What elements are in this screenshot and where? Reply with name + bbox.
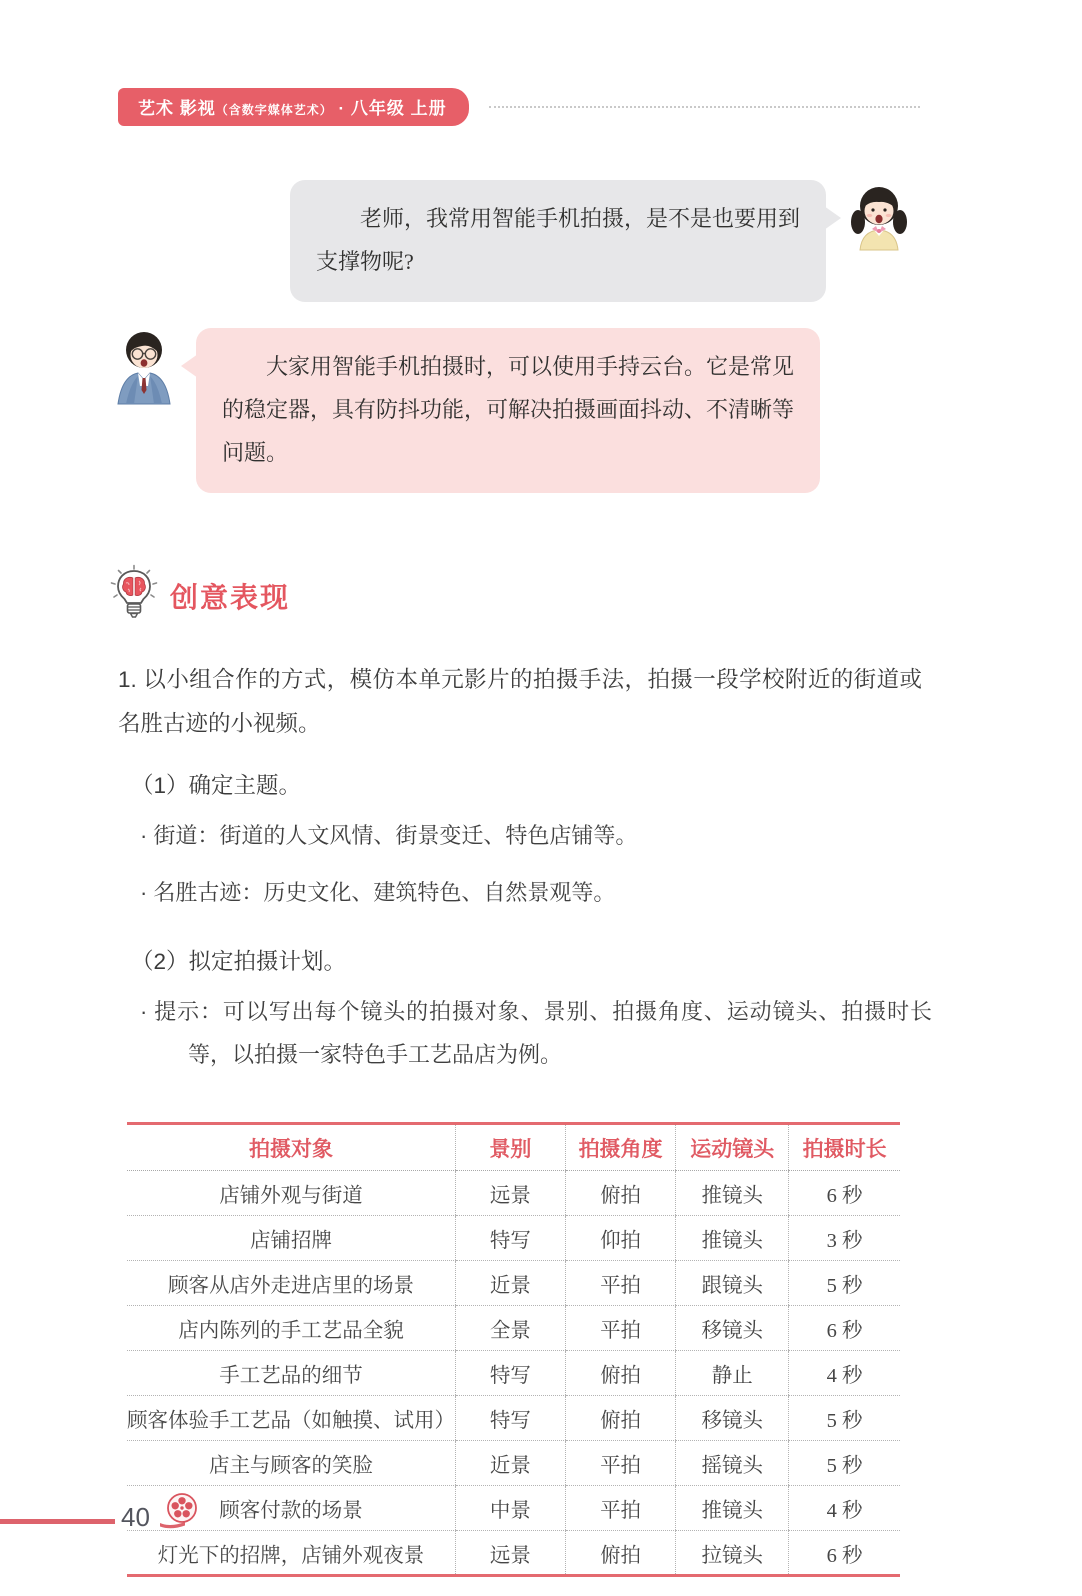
bullet-hint-text: 提示：可以写出每个镜头的拍摄对象、景别、拍摄角度、运动镜头、拍摄时长等，以拍摄一家特色手工艺品店为例。 bbox=[153, 999, 932, 1067]
table-cell: 3 秒 bbox=[789, 1216, 900, 1261]
bullet-street-text: 街道：街道的人文风情、街景变迁、特色店铺等。 bbox=[153, 823, 638, 848]
table-cell: 店铺招牌 bbox=[127, 1216, 456, 1261]
table-header-row bbox=[127, 1124, 900, 1171]
table-cell: 顾客体验手工艺品（如触摸、试用） bbox=[127, 1396, 456, 1441]
table-cell: 摇镜头 bbox=[676, 1441, 789, 1486]
task-intro: 1. 以小组合作的方式，模仿本单元影片的拍摄手法，拍摄一段学校附近的街道或名胜古迹的小视频。 bbox=[118, 667, 922, 736]
male-teacher-avatar-icon bbox=[112, 328, 176, 409]
table-cell: 5 秒 bbox=[789, 1441, 900, 1486]
table-cell: 6 秒 bbox=[789, 1306, 900, 1351]
table-row bbox=[127, 1351, 900, 1396]
table-cell: 推镜头 bbox=[676, 1171, 789, 1216]
table-row bbox=[127, 1171, 900, 1216]
table-cell: 5 秒 bbox=[789, 1396, 900, 1441]
textbook-page bbox=[0, 88, 1082, 1596]
student-dialog-row bbox=[290, 180, 910, 302]
table-cell: 平拍 bbox=[565, 1486, 676, 1531]
table-cell: 特写 bbox=[456, 1351, 566, 1396]
bullet-street bbox=[140, 814, 917, 857]
table-cell: 近景 bbox=[456, 1441, 566, 1486]
student-speech-text: 老师，我常用智能手机拍摄，是不是也要用到支撑物呢? bbox=[316, 206, 801, 274]
film-reel-icon bbox=[157, 1490, 201, 1539]
table-cell: 远景 bbox=[456, 1171, 566, 1216]
table-cell: 静止 bbox=[676, 1351, 789, 1396]
table-cell: 特写 bbox=[456, 1396, 566, 1441]
bullet-marker: · bbox=[140, 880, 148, 905]
table-cell: 手工艺品的细节 bbox=[127, 1351, 456, 1396]
step2-label: （2）拟定拍摄计划。 bbox=[131, 949, 347, 974]
table-row bbox=[127, 1396, 900, 1441]
table-cell: 移镜头 bbox=[676, 1396, 789, 1441]
teacher-speech-text: 大家用智能手机拍摄时，可以使用手持云台。它是常见的稳定器，具有防抖功能，可解决拍摄画面抖动、不清晰等问题。 bbox=[222, 354, 795, 465]
section-title: 创意表现 bbox=[170, 581, 291, 613]
table-cell: 拉镜头 bbox=[676, 1531, 789, 1576]
table-cell: 店铺外观与街道 bbox=[127, 1171, 456, 1216]
lightbulb-brain-icon bbox=[108, 565, 160, 626]
table-cell: 全景 bbox=[456, 1306, 566, 1351]
teacher-dialog-row bbox=[112, 328, 820, 493]
bullet-heritage-text: 名胜古迹：历史文化、建筑特色、自然景观等。 bbox=[153, 880, 616, 905]
table-cell: 近景 bbox=[456, 1261, 566, 1306]
teacher-speech-bubble bbox=[196, 328, 820, 493]
table-cell: 推镜头 bbox=[676, 1216, 789, 1261]
table-cell: 灯光下的招牌，店铺外观夜景 bbox=[157, 1544, 425, 1567]
table-cell: 俯拍 bbox=[565, 1531, 676, 1576]
table-row bbox=[127, 1261, 900, 1306]
table-header-cell: 运动镜头 bbox=[676, 1124, 789, 1171]
table-row bbox=[127, 1441, 900, 1486]
bubble-tail-left bbox=[181, 354, 198, 378]
table-row bbox=[127, 1486, 900, 1531]
table-cell: 顾客付款的场景 bbox=[127, 1486, 456, 1531]
student-speech-bubble bbox=[290, 180, 826, 302]
table-cell: 跟镜头 bbox=[676, 1261, 789, 1306]
table-cell: 推镜头 bbox=[676, 1486, 789, 1531]
table-cell: 俯拍 bbox=[565, 1351, 676, 1396]
bullet-marker: · bbox=[140, 823, 148, 848]
table-row bbox=[127, 1216, 900, 1261]
table-cell: 店主与顾客的笑脸 bbox=[127, 1441, 456, 1486]
table-header-cell: 拍摄对象 bbox=[127, 1124, 456, 1171]
edition-badge-subtitle: （含数字媒体艺术） bbox=[215, 103, 333, 117]
bubble-tail-right bbox=[824, 206, 841, 230]
table-cell: 俯拍 bbox=[565, 1396, 676, 1441]
page-number: 40 bbox=[121, 1502, 150, 1532]
table-cell: 移镜头 bbox=[676, 1306, 789, 1351]
table-cell: 平拍 bbox=[565, 1261, 676, 1306]
table-body bbox=[127, 1171, 900, 1576]
table-cell: 中景 bbox=[456, 1486, 566, 1531]
table-header-cell: 拍摄时长 bbox=[789, 1124, 900, 1171]
table-cell: 顾客从店外走进店里的场景 bbox=[127, 1261, 456, 1306]
table-row bbox=[127, 1531, 900, 1576]
shooting-plan-table bbox=[127, 1122, 900, 1577]
table-cell: 4 秒 bbox=[789, 1351, 900, 1396]
table-cell: 远景 bbox=[456, 1531, 566, 1576]
table-cell: 特写 bbox=[456, 1216, 566, 1261]
bullet-hint bbox=[140, 990, 932, 1076]
page-header bbox=[118, 88, 920, 126]
table-cell: 店内陈列的手工艺品全貌 bbox=[127, 1306, 456, 1351]
table-cell: 仰拍 bbox=[565, 1216, 676, 1261]
header-dotted-rule bbox=[489, 106, 920, 108]
table-row bbox=[127, 1306, 900, 1351]
table-header-cell: 景别 bbox=[456, 1124, 566, 1171]
shooting-plan-table-wrap bbox=[127, 1122, 900, 1577]
table-cell: 平拍 bbox=[565, 1306, 676, 1351]
bullet-marker: · bbox=[140, 999, 148, 1024]
table-cell: 俯拍 bbox=[565, 1171, 676, 1216]
table-cell: 4 秒 bbox=[789, 1486, 900, 1531]
section-header bbox=[108, 565, 1082, 626]
footer-red-bar bbox=[0, 1519, 115, 1524]
table-cell: 5 秒 bbox=[789, 1261, 900, 1306]
table-cell: 平拍 bbox=[565, 1441, 676, 1486]
girl-student-avatar-icon bbox=[848, 182, 910, 255]
table-cell: 6 秒 bbox=[789, 1171, 900, 1216]
table-cell: 6 秒 bbox=[789, 1531, 900, 1576]
table-header-cell: 拍摄角度 bbox=[565, 1124, 676, 1171]
bullet-heritage bbox=[140, 871, 917, 914]
edition-badge-grade: · 八年级 上册 bbox=[338, 99, 447, 118]
edition-badge bbox=[118, 88, 469, 126]
step1-label: （1）确定主题。 bbox=[131, 773, 302, 798]
edition-badge-title: 艺术 影视 bbox=[138, 99, 216, 118]
